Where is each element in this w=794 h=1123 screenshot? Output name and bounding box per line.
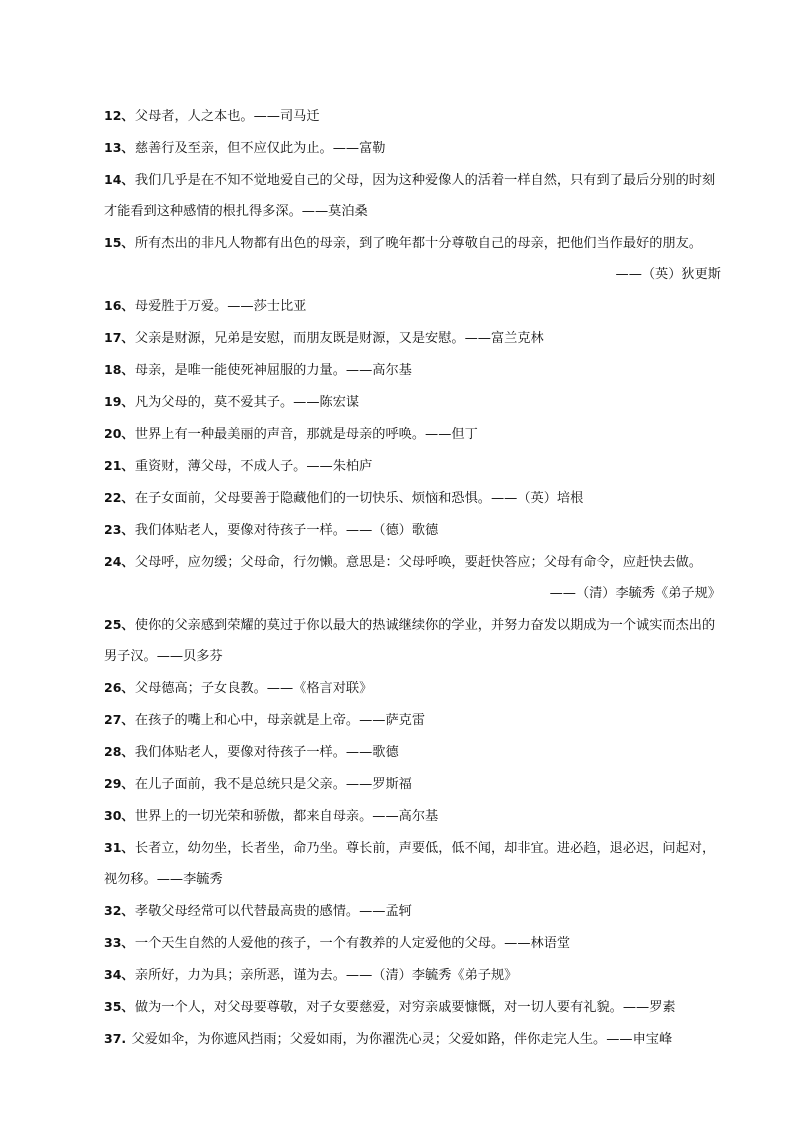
quote-number: 35、 <box>104 999 134 1014</box>
quote-text: 我们几乎是在不知不觉地爱自己的父母，因为这种爱像人的活着一样自然，只有到了最后分别的时刻才能看到这种感情的根扎得多深。——莫泊桑 <box>104 173 716 219</box>
quote-item <box>104 322 719 354</box>
quote-item <box>104 227 719 290</box>
quote-text: 凡为父母的，莫不爱其子。——陈宏谋 <box>134 395 360 410</box>
quote-number: 12、 <box>104 108 134 123</box>
quote-text: 在儿子面前，我不是总统只是父亲。——罗斯福 <box>134 777 412 792</box>
quote-text: 做为一个人，对父母要尊敬，对子女要慈爱，对穷亲戚要慷慨，对一切人要有礼貌。——罗素 <box>134 1000 676 1015</box>
quote-item <box>104 895 719 927</box>
quote-item <box>104 100 719 132</box>
quote-item <box>104 418 719 450</box>
quote-item <box>104 386 719 418</box>
quote-item <box>104 736 719 768</box>
quote-number: 27、 <box>104 712 134 727</box>
quote-number: 19、 <box>104 394 134 409</box>
quote-number: 21、 <box>104 458 134 473</box>
quote-item <box>104 514 719 546</box>
quote-number: 28、 <box>104 744 134 759</box>
quote-attribution: ——（英）狄更斯 <box>615 267 721 282</box>
quote-number: 24、 <box>104 554 134 569</box>
quote-text: 世界上的一切光荣和骄傲，都来自母亲。——高尔基 <box>134 809 439 824</box>
quote-number: 22、 <box>104 490 134 505</box>
quote-number: 37. <box>104 1031 131 1046</box>
quote-text: 我们体贴老人，要像对待孩子一样。——歌德 <box>134 745 399 760</box>
quote-text: 孝敬父母经常可以代替最高贵的感情。——孟轲 <box>134 904 412 919</box>
quote-item <box>104 768 719 800</box>
quote-item <box>104 132 719 164</box>
quote-number: 18、 <box>104 362 134 377</box>
quote-item <box>104 482 719 514</box>
quote-number: 16、 <box>104 298 134 313</box>
quote-item <box>104 609 719 672</box>
quote-number: 32、 <box>104 903 134 918</box>
quote-text: 重资财，薄父母，不成人子。——朱柏庐 <box>134 459 373 474</box>
quote-item <box>104 546 719 609</box>
quote-number: 14、 <box>104 172 134 187</box>
quote-number: 13、 <box>104 140 134 155</box>
quote-item <box>104 1023 719 1055</box>
quote-item <box>104 354 719 386</box>
quote-text: 使你的父亲感到荣耀的莫过于你以最大的热诚继续你的学业，并努力奋发以期成为一个诚实而杰出的男子汉。——贝多芬 <box>104 618 716 664</box>
quote-number: 25、 <box>104 617 134 632</box>
quote-number: 17、 <box>104 330 134 345</box>
quote-text: 母爱胜于万爱。——莎士比亚 <box>134 299 307 314</box>
quote-text: 父爱如伞，为你遮风挡雨；父爱如雨，为你濯洗心灵；父爱如路，伴你走完人生。——申宝峰 <box>131 1032 673 1047</box>
quote-text: 父亲是财源，兄弟是安慰，而朋友既是财源，又是安慰。——富兰克林 <box>134 331 544 346</box>
quote-text: 一个天生自然的人爱他的孩子，一个有教养的人定爱他的父母。——林语堂 <box>134 936 571 951</box>
quote-text: 母亲，是唯一能使死神屈服的力量。——高尔基 <box>134 363 412 378</box>
quote-number: 33、 <box>104 935 134 950</box>
quote-text: 在孩子的嘴上和心中，母亲就是上帝。——萨克雷 <box>134 713 426 728</box>
quote-text: 父母者，人之本也。——司马迁 <box>134 109 320 124</box>
quote-text: 父母德高；子女良教。——《格言对联》 <box>134 681 373 696</box>
quote-number: 23、 <box>104 522 134 537</box>
quote-item <box>104 672 719 704</box>
quote-text: 父母呼，应勿缓；父母命，行勿懒。意思是：父母呼唤，要赶快答应；父母有命令，应赶快去做。 <box>134 555 702 570</box>
quote-text: 所有杰出的非凡人物都有出色的母亲，到了晚年都十分尊敬自己的母亲，把他们当作最好的朋友。 <box>134 236 702 251</box>
quote-text: 慈善行及至亲，但不应仅此为止。——富勒 <box>134 141 386 156</box>
quote-attribution: ——（清）李毓秀《弟子规》 <box>549 586 721 601</box>
quote-item <box>104 164 719 227</box>
quote-text: 我们体贴老人，要像对待孩子一样。——（德）歌德 <box>134 523 439 538</box>
quote-item <box>104 704 719 736</box>
quote-number: 15、 <box>104 235 134 250</box>
quote-item <box>104 290 719 322</box>
quote-text: 在子女面前，父母要善于隐藏他们的一切快乐、烦恼和恐惧。——（英）培根 <box>134 491 584 506</box>
quote-number: 26、 <box>104 680 134 695</box>
quote-item <box>104 991 719 1023</box>
quote-item <box>104 832 719 895</box>
quote-number: 30、 <box>104 808 134 823</box>
quote-item <box>104 959 719 991</box>
quote-number: 34、 <box>104 967 134 982</box>
quote-text: 世界上有一种最美丽的声音，那就是母亲的呼唤。——但丁 <box>134 427 478 442</box>
quote-number: 20、 <box>104 426 134 441</box>
quote-item <box>104 800 719 832</box>
quote-text: 长者立，幼勿坐，长者坐，命乃坐。尊长前，声要低，低不闻，却非宜。进必趋，退必迟，问起对，视勿移。——李毓秀 <box>104 841 716 887</box>
quote-number: 31、 <box>104 840 134 855</box>
quote-item <box>104 450 719 482</box>
quote-number: 29、 <box>104 776 134 791</box>
quote-item <box>104 927 719 959</box>
quote-list <box>104 100 719 1055</box>
quote-text: 亲所好，力为具；亲所恶，谨为去。——（清）李毓秀《弟子规》 <box>134 968 518 983</box>
